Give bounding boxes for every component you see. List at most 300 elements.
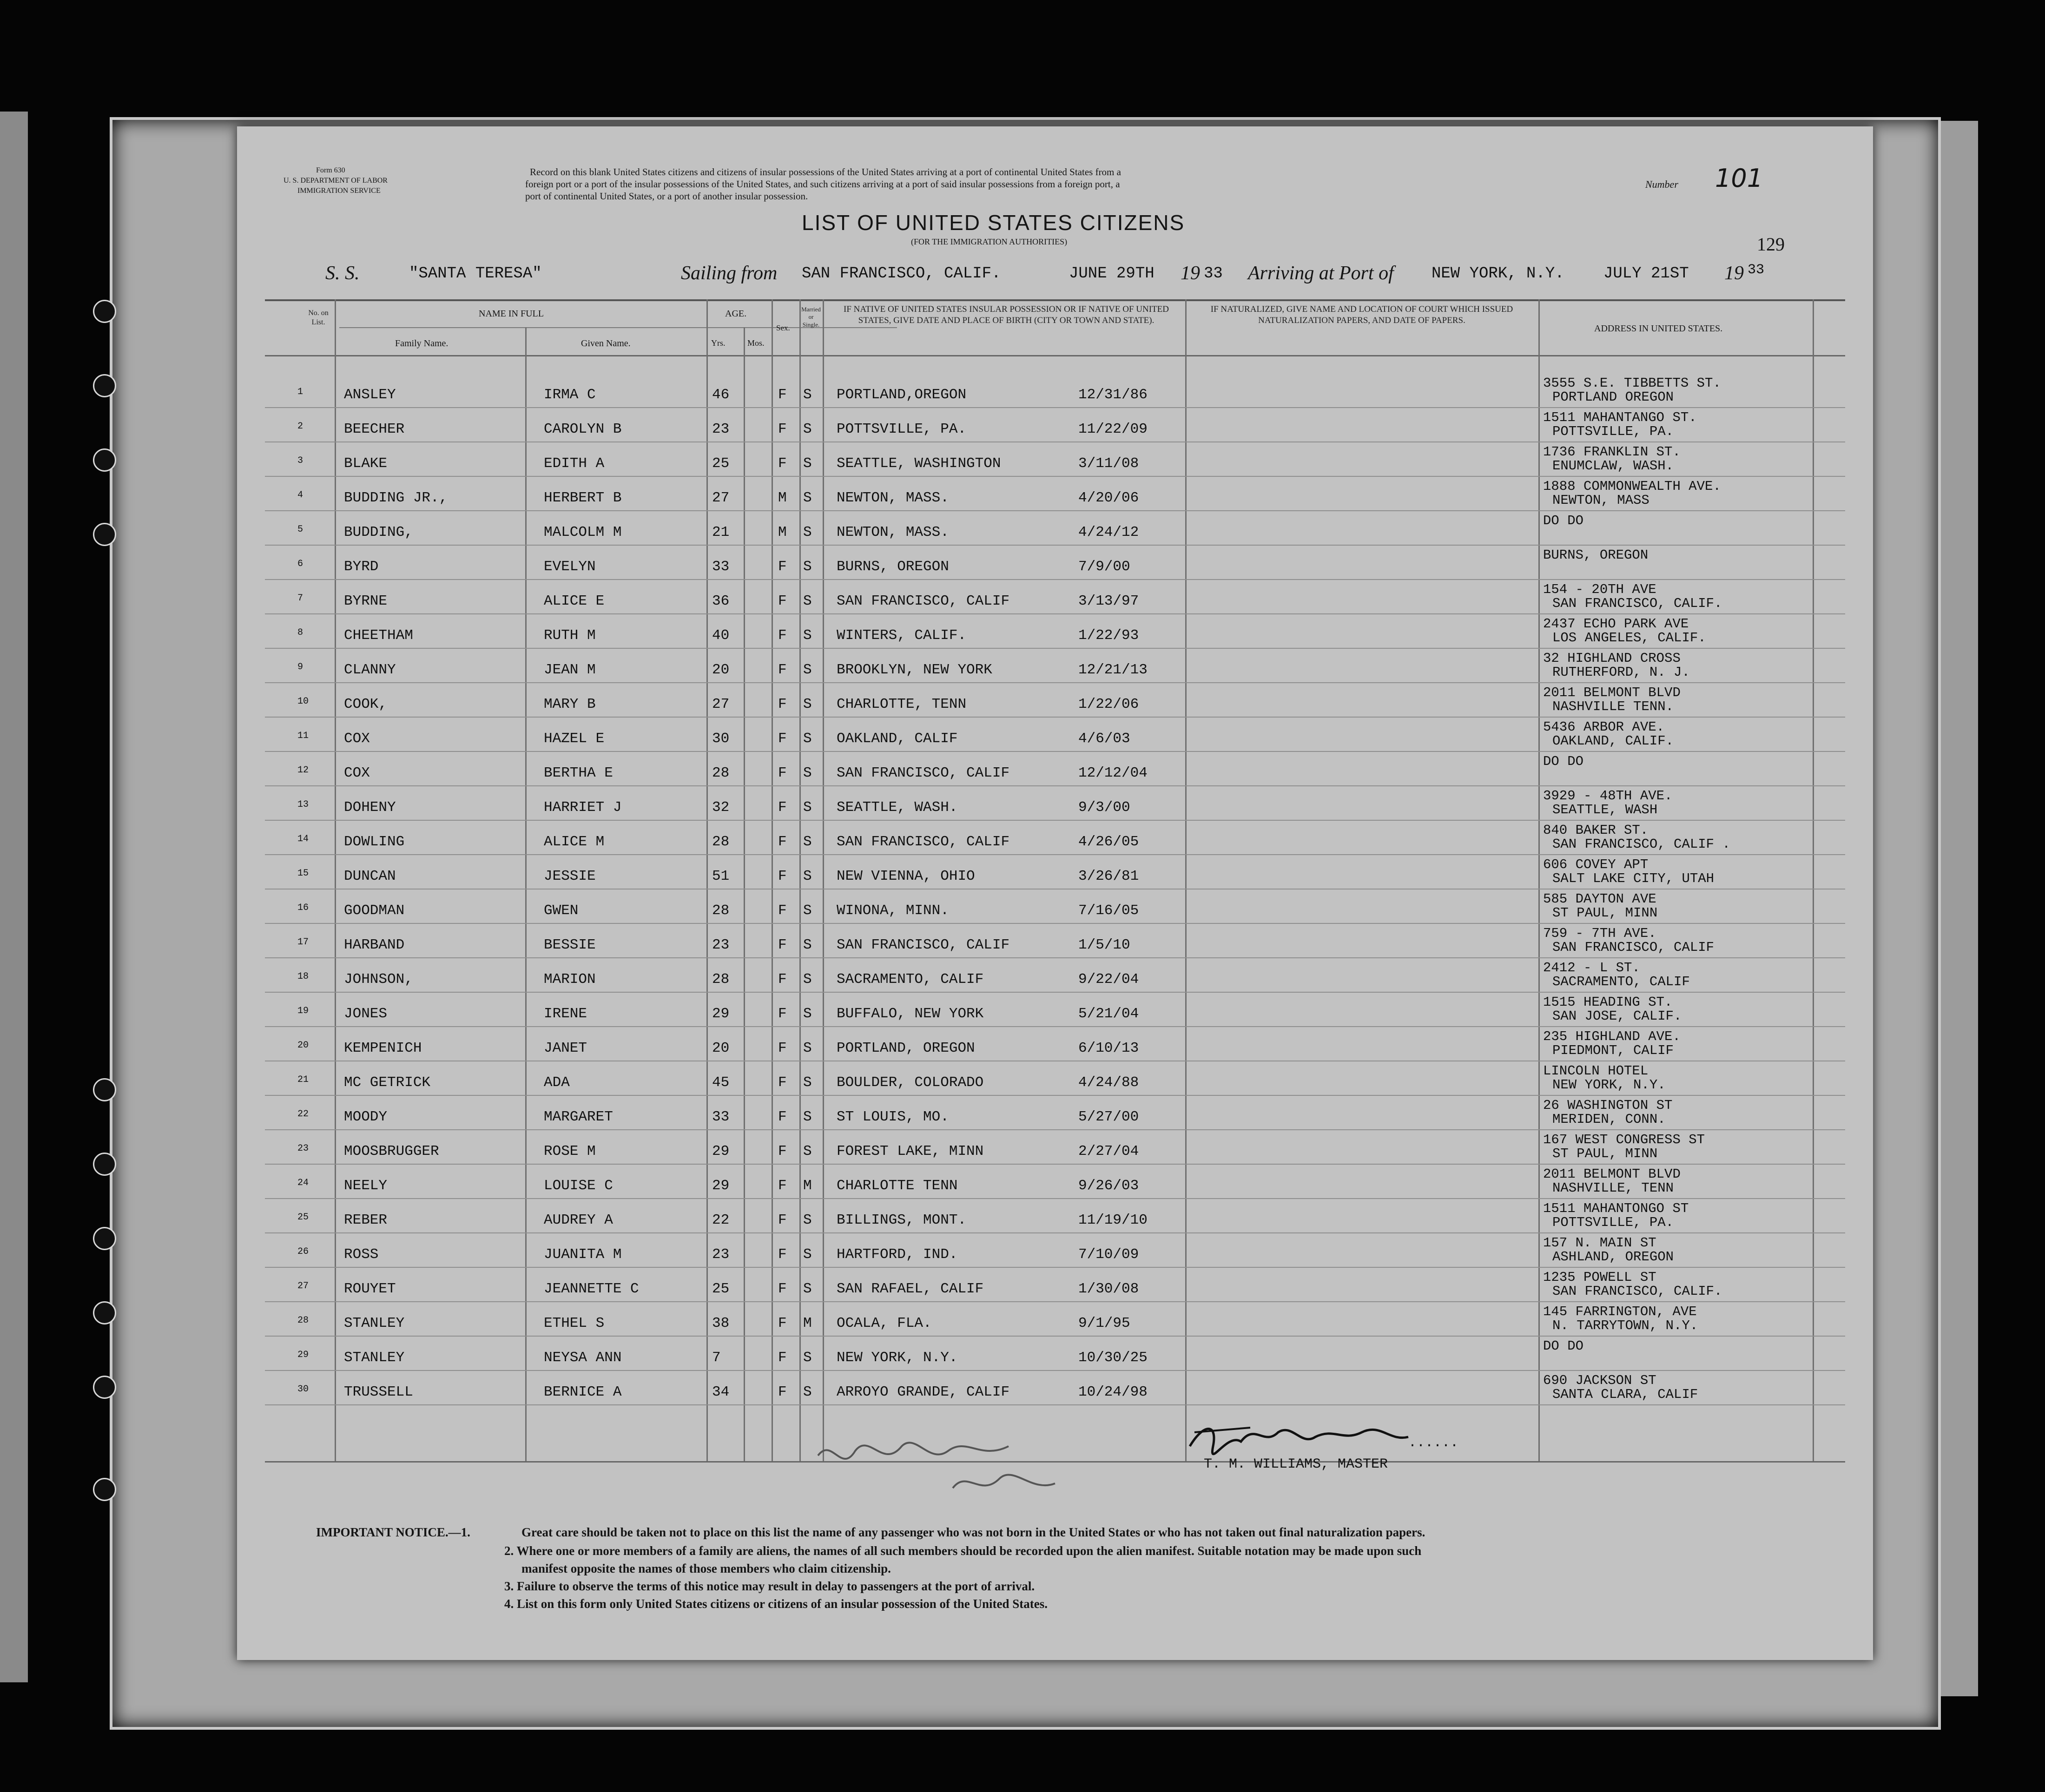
row-number: 17 — [297, 937, 309, 948]
birth-date: 2/27/04 — [1078, 1143, 1139, 1160]
given-name: NEYSA ANN — [544, 1350, 622, 1366]
sex: F — [778, 559, 787, 575]
birth-place: HARTFORD, IND. — [837, 1246, 958, 1263]
col-divider — [799, 299, 801, 1461]
address-line-1: 606 COVEY APT — [1543, 857, 1649, 872]
given-name: GWEN — [544, 903, 579, 919]
notice-heading: IMPORTANT NOTICE.—1. — [316, 1525, 470, 1539]
row-rule — [265, 820, 1845, 821]
row-number: 20 — [297, 1040, 309, 1051]
sex: F — [778, 696, 787, 712]
sailing-year-prefix: 19 — [1181, 263, 1200, 284]
given-name: LOUISE C — [544, 1178, 613, 1194]
address-line-1: 1235 POWELL ST — [1543, 1270, 1656, 1285]
col-header-married: Married or Single. — [801, 306, 821, 328]
family-name: STANLEY — [344, 1350, 405, 1366]
given-name: MARION — [544, 971, 596, 988]
age-years: 36 — [712, 593, 730, 609]
address-line-1: 3929 - 48TH AVE. — [1543, 788, 1673, 804]
sex: F — [778, 1143, 787, 1160]
family-name: BEECHER — [344, 421, 405, 437]
family-name: HARBAND — [344, 937, 405, 953]
family-name: MOODY — [344, 1109, 388, 1125]
birth-date: 4/6/03 — [1078, 731, 1130, 747]
handwritten-notation — [813, 1418, 1074, 1511]
family-name: CLANNY — [344, 662, 396, 678]
sex: F — [778, 1074, 787, 1091]
address-line-2: POTTSVILLE, PA. — [1552, 1215, 1674, 1230]
address-line-2: NASHVILLE TENN. — [1552, 699, 1674, 714]
family-name: MOOSBRUGGER — [344, 1143, 439, 1160]
birth-place: PORTLAND,OREGON — [837, 387, 967, 403]
family-name: CHEETHAM — [344, 627, 413, 644]
row-number: 5 — [297, 524, 303, 535]
sex: F — [778, 834, 787, 850]
birth-place: OCALA, FLA. — [837, 1315, 932, 1331]
marital-status: S — [803, 1350, 812, 1366]
punch-hole — [93, 1227, 116, 1250]
address-line-1: 840 BAKER ST. — [1543, 823, 1649, 838]
marital-status: S — [803, 1040, 812, 1056]
age-years: 46 — [712, 387, 730, 403]
sex: M — [778, 524, 787, 540]
marital-status: S — [803, 490, 812, 506]
birth-place: CHARLOTTE TENN — [837, 1178, 958, 1194]
svg-text:......: ...... — [1408, 1435, 1459, 1451]
address-line-1: 1736 FRANKLIN ST. — [1543, 444, 1681, 460]
address-line-1: 585 DAYTON AVE — [1543, 891, 1656, 907]
sex: F — [778, 937, 787, 953]
row-number: 4 — [297, 490, 303, 501]
row-rule — [265, 717, 1845, 718]
birth-date: 4/24/12 — [1078, 524, 1139, 540]
age-years: 45 — [712, 1074, 730, 1091]
row-number: 10 — [297, 696, 309, 707]
row-number: 27 — [297, 1281, 309, 1291]
row-number: 24 — [297, 1178, 309, 1188]
birth-date: 9/3/00 — [1078, 799, 1130, 816]
birth-place: NEW VIENNA, OHIO — [837, 868, 975, 884]
col-divider — [1185, 299, 1187, 1461]
given-name: JUANITA M — [544, 1246, 622, 1263]
family-name: REBER — [344, 1212, 388, 1228]
address-line-2: NEWTON, MASS — [1552, 493, 1649, 508]
notice-item-2b: manifest opposite the names of those members who claim citizenship. — [521, 1561, 891, 1575]
family-name: TRUSSELL — [344, 1384, 413, 1400]
address-line-2: NEW YORK, N.Y. — [1552, 1077, 1666, 1093]
col-divider — [1813, 299, 1814, 1461]
sex: F — [778, 1212, 787, 1228]
family-name: ANSLEY — [344, 387, 396, 403]
address-line-1: DO DO — [1543, 754, 1584, 769]
given-name: MALCOLM M — [544, 524, 622, 540]
birth-place: CHARLOTTE, TENN — [837, 696, 967, 712]
birth-place: SAN FRANCISCO, CALIF — [837, 593, 1010, 609]
family-name: ROUYET — [344, 1281, 396, 1297]
sex: F — [778, 455, 787, 472]
marital-status: S — [803, 799, 812, 816]
sex: F — [778, 1040, 787, 1056]
address-line-2: ST PAUL, MINN — [1552, 1146, 1658, 1161]
birth-date: 1/5/10 — [1078, 937, 1130, 953]
birth-place: ARROYO GRANDE, CALIF — [837, 1384, 1010, 1400]
row-rule — [265, 682, 1845, 683]
row-rule — [265, 785, 1845, 786]
given-name: IRENE — [544, 1006, 587, 1022]
address-line-2: SAN FRANCISCO, CALIF. — [1552, 1284, 1722, 1299]
given-name: ALICE E — [544, 593, 605, 609]
sex: F — [778, 731, 787, 747]
age-years: 51 — [712, 868, 730, 884]
row-rule — [265, 1404, 1845, 1405]
birth-place: SAN RAFAEL, CALIF — [837, 1281, 984, 1297]
marital-status: S — [803, 937, 812, 953]
birth-place: WINONA, MINN. — [837, 903, 949, 919]
address-line-1: 26 WASHINGTON ST — [1543, 1098, 1673, 1113]
row-rule — [265, 648, 1845, 649]
birth-place: FOREST LAKE, MINN — [837, 1143, 984, 1160]
marital-status: M — [803, 1178, 812, 1194]
age-years: 25 — [712, 1281, 730, 1297]
birth-date: 12/21/13 — [1078, 662, 1148, 678]
notice-item-2a: 2. Where one or more members of a family are aliens, the names of all such members should be recorded upon the alien manifest. Suitable notation may be made upon such — [504, 1544, 1422, 1558]
row-number: 9 — [297, 662, 303, 672]
sex: F — [778, 903, 787, 919]
birth-date: 4/20/06 — [1078, 490, 1139, 506]
age-years: 30 — [712, 731, 730, 747]
punch-hole — [93, 300, 116, 323]
address-line-2: SANTA CLARA, CALIF — [1552, 1387, 1698, 1402]
row-rule — [265, 476, 1845, 477]
birth-date: 1/30/08 — [1078, 1281, 1139, 1297]
age-years: 29 — [712, 1178, 730, 1194]
given-name: BESSIE — [544, 937, 596, 953]
row-number: 7 — [297, 593, 303, 604]
col-header-name: NAME IN FULL — [479, 309, 544, 319]
address-line-1: 1888 COMMONWEALTH AVE. — [1543, 479, 1721, 494]
sailing-date: JUNE 29TH — [1069, 265, 1154, 283]
row-rule — [265, 1026, 1845, 1027]
birth-date: 9/26/03 — [1078, 1178, 1139, 1194]
address-line-2: MERIDEN, CONN. — [1552, 1112, 1666, 1127]
sex: M — [778, 490, 787, 506]
marital-status: S — [803, 903, 812, 919]
punch-hole — [93, 1301, 116, 1324]
birth-place: SACRAMENTO, CALIF — [837, 971, 984, 988]
table-top-rule — [265, 299, 1845, 301]
age-years: 38 — [712, 1315, 730, 1331]
row-number: 15 — [297, 868, 309, 879]
intro-line-3: port of continental United States, or a port of another insular possession. — [525, 191, 808, 202]
marital-status: S — [803, 834, 812, 850]
row-rule — [265, 957, 1845, 958]
birth-place: BUFFALO, NEW YORK — [837, 1006, 984, 1022]
marital-status: S — [803, 1143, 812, 1160]
row-rule — [265, 854, 1845, 855]
marital-status: S — [803, 1246, 812, 1263]
row-number: 23 — [297, 1143, 309, 1154]
address-line-2: POTTSVILLE, PA. — [1552, 424, 1674, 439]
intro-line-2: foreign port or a port of the insular possessions of the United States, and such citizens arriving at a port of said insular possessions from a foreign port, a — [525, 178, 1120, 190]
age-years: 21 — [712, 524, 730, 540]
marital-status: S — [803, 1281, 812, 1297]
marital-status: S — [803, 1074, 812, 1091]
birth-place: ST LOUIS, MO. — [837, 1109, 949, 1125]
arriving-year-prefix: 19 — [1724, 263, 1744, 284]
col-divider — [823, 299, 824, 1461]
address-line-2: ENUMCLAW, WASH. — [1552, 458, 1674, 474]
row-rule — [265, 510, 1845, 511]
number-label: Number — [1645, 178, 1678, 190]
age-years: 33 — [712, 1109, 730, 1125]
row-number: 25 — [297, 1212, 309, 1223]
address-line-1: 759 - 7TH AVE. — [1543, 926, 1656, 941]
col-header-age: AGE. — [725, 309, 747, 319]
col-divider — [744, 327, 745, 1461]
sailing-year: 33 — [1204, 265, 1223, 283]
row-number: 8 — [297, 627, 303, 638]
marital-status: S — [803, 1384, 812, 1400]
marital-status: S — [803, 1212, 812, 1228]
address-line-2: SALT LAKE CITY, UTAH — [1552, 871, 1715, 886]
sailing-from: SAN FRANCISCO, CALIF. — [802, 265, 1001, 283]
address-line-1: 32 HIGHLAND CROSS — [1543, 651, 1681, 666]
age-years: 20 — [712, 1040, 730, 1056]
given-name: JESSIE — [544, 868, 596, 884]
punch-hole — [93, 523, 116, 546]
birth-date: 12/12/04 — [1078, 765, 1148, 781]
birth-date: 10/30/25 — [1078, 1350, 1148, 1366]
col-divider — [525, 327, 527, 1461]
address-line-1: 2011 BELMONT BLVD — [1543, 1166, 1681, 1182]
punch-hole — [93, 374, 116, 397]
birth-date: 9/22/04 — [1078, 971, 1139, 988]
col-divider — [772, 299, 773, 1461]
marital-status: S — [803, 421, 812, 437]
birth-date: 7/16/05 — [1078, 903, 1139, 919]
age-years: 23 — [712, 421, 730, 437]
address-line-2: SAN JOSE, CALIF. — [1552, 1008, 1682, 1024]
marital-status: S — [803, 455, 812, 472]
marital-status: S — [803, 731, 812, 747]
age-years: 32 — [712, 799, 730, 816]
sex: F — [778, 1246, 787, 1263]
age-years: 7 — [712, 1350, 721, 1366]
birth-date: 11/22/09 — [1078, 421, 1148, 437]
sex: F — [778, 1350, 787, 1366]
address-line-2: SEATTLE, WASH — [1552, 802, 1658, 817]
punch-hole — [93, 1153, 116, 1176]
row-rule — [265, 1370, 1845, 1371]
family-name: JOHNSON, — [344, 971, 413, 988]
sex: F — [778, 799, 787, 816]
age-years: 34 — [712, 1384, 730, 1400]
birth-date: 4/24/88 — [1078, 1074, 1139, 1091]
sex: F — [778, 868, 787, 884]
sex: F — [778, 1178, 787, 1194]
address-line-1: 690 JACKSON ST — [1543, 1373, 1656, 1388]
birth-date: 10/24/98 — [1078, 1384, 1148, 1400]
row-rule — [265, 1267, 1845, 1268]
marital-status: S — [803, 387, 812, 403]
birth-place: BROOKLYN, NEW YORK — [837, 662, 992, 678]
given-name: ROSE M — [544, 1143, 596, 1160]
birth-place: BILLINGS, MONT. — [837, 1212, 967, 1228]
family-name: COX — [344, 765, 370, 781]
given-name: ETHEL S — [544, 1315, 605, 1331]
row-rule — [265, 1336, 1845, 1337]
row-number: 1 — [297, 387, 303, 397]
sex: F — [778, 627, 787, 644]
department-name: U. S. DEPARTMENT OF LABOR — [284, 177, 388, 184]
birth-date: 6/10/13 — [1078, 1040, 1139, 1056]
row-rule — [265, 751, 1845, 752]
address-line-2: SAN FRANCISCO, CALIF . — [1552, 837, 1730, 852]
col-header-naturalized: IF NATURALIZED, GIVE NAME AND LOCATION OF COURT WHICH ISSUED NATURALIZATION PAPERS, AND DATE OF PAPERS. — [1210, 304, 1513, 325]
given-name: BERNICE A — [544, 1384, 622, 1400]
row-rule — [265, 441, 1845, 442]
age-years: 25 — [712, 455, 730, 472]
sex: F — [778, 1315, 787, 1331]
family-name: COOK, — [344, 696, 388, 712]
address-line-1: 157 N. MAIN ST — [1543, 1235, 1656, 1251]
marital-status: S — [803, 627, 812, 644]
sex: F — [778, 593, 787, 609]
punch-hole — [93, 1478, 116, 1501]
birth-place: SEATTLE, WASHINGTON — [837, 455, 1001, 472]
row-rule — [265, 407, 1845, 408]
marital-status: S — [803, 1006, 812, 1022]
address-line-2: PIEDMONT, CALIF — [1552, 1043, 1674, 1058]
given-name: HARRIET J — [544, 799, 622, 816]
given-name: JANET — [544, 1040, 587, 1056]
given-name: AUDREY A — [544, 1212, 613, 1228]
address-line-2: ST PAUL, MINN — [1552, 905, 1658, 921]
sex: F — [778, 387, 787, 403]
address-line-2: LOS ANGELES, CALIF. — [1552, 630, 1706, 646]
col-header-birth: IF NATIVE OF UNITED STATES INSULAR POSSESSION OR IF NATIVE OF UNITED STATES, GIVE DATE AND PLACE OF BIRTH (CITY OR TOWN AND STATE). — [844, 304, 1169, 325]
age-years: 28 — [712, 765, 730, 781]
birth-date: 1/22/93 — [1078, 627, 1139, 644]
col-divider — [1538, 299, 1540, 1461]
birth-place: SAN FRANCISCO, CALIF — [837, 937, 1010, 953]
family-name: COX — [344, 731, 370, 747]
given-name: MARY B — [544, 696, 596, 712]
birth-date: 5/21/04 — [1078, 1006, 1139, 1022]
sex: F — [778, 1281, 787, 1297]
col-header-yrs: Yrs. — [711, 338, 726, 348]
sex: F — [778, 421, 787, 437]
arriving-year: 33 — [1748, 262, 1765, 278]
age-years: 28 — [712, 903, 730, 919]
row-number: 22 — [297, 1109, 309, 1120]
family-name: STANLEY — [344, 1315, 405, 1331]
birth-date: 9/1/95 — [1078, 1315, 1130, 1331]
given-name: HAZEL E — [544, 731, 605, 747]
given-name: JEAN M — [544, 662, 596, 678]
service-name: IMMIGRATION SERVICE — [297, 187, 381, 195]
marital-status: S — [803, 524, 812, 540]
address-line-1: 1511 MAHANTONGO ST — [1543, 1201, 1689, 1216]
row-rule — [265, 1164, 1845, 1165]
address-line-1: 235 HIGHLAND AVE. — [1543, 1029, 1681, 1044]
family-name: DOHENY — [344, 799, 396, 816]
row-rule — [265, 579, 1845, 580]
sailing-label: Sailing from — [681, 263, 778, 284]
given-name: CAROLYN B — [544, 421, 622, 437]
form-title: LIST OF UNITED STATES CITIZENS — [802, 211, 1185, 235]
given-name: EDITH A — [544, 455, 605, 472]
row-number: 30 — [297, 1384, 309, 1395]
birth-place: SEATTLE, WASH. — [837, 799, 958, 816]
family-name: MC GETRICK — [344, 1074, 431, 1091]
notice-item-3: 3. Failure to observe the terms of this notice may result in delay to passengers at the port of arrival. — [504, 1579, 1035, 1593]
birth-date: 1/22/06 — [1078, 696, 1139, 712]
ship-label: S. S. — [325, 263, 360, 284]
birth-place: OAKLAND, CALIF — [837, 731, 958, 747]
age-years: 23 — [712, 937, 730, 953]
master-name: T. M. WILLIAMS, MASTER — [1204, 1456, 1388, 1472]
age-years: 40 — [712, 627, 730, 644]
family-name: BYRD — [344, 559, 379, 575]
age-years: 29 — [712, 1006, 730, 1022]
arriving-label: Arriving at Port of — [1248, 263, 1394, 284]
sex: F — [778, 1109, 787, 1125]
family-name: BLAKE — [344, 455, 388, 472]
sex: F — [778, 1384, 787, 1400]
marital-status: S — [803, 593, 812, 609]
address-line-2: SAN FRANCISCO, CALIF. — [1552, 596, 1722, 611]
address-line-1: 5436 ARBOR AVE. — [1543, 719, 1665, 735]
age-years: 27 — [712, 696, 730, 712]
ship-name: "SANTA TERESA" — [409, 265, 542, 283]
address-line-2: NASHVILLE, TENN — [1552, 1180, 1674, 1196]
page-number: 129 — [1757, 234, 1785, 255]
address-line-2: RUTHERFORD, N. J. — [1552, 665, 1690, 680]
address-line-1: 145 FARRINGTON, AVE — [1543, 1304, 1697, 1319]
sex: F — [778, 971, 787, 988]
row-number: 28 — [297, 1315, 309, 1326]
sex: F — [778, 662, 787, 678]
address-line-1: LINCOLN HOTEL — [1543, 1063, 1649, 1079]
marital-status: S — [803, 868, 812, 884]
birth-place: BURNS, OREGON — [837, 559, 949, 575]
family-name: NEELY — [344, 1178, 388, 1194]
number-value: 101 — [1715, 164, 1763, 193]
citizen-list-form — [237, 126, 1873, 1660]
col-header-mos: Mos. — [747, 338, 765, 348]
address-line-1: 167 WEST CONGRESS ST — [1543, 1132, 1705, 1147]
arriving-port: NEW YORK, N.Y. — [1432, 265, 1564, 283]
punch-hole — [93, 448, 116, 472]
address-line-2: PORTLAND OREGON — [1552, 389, 1674, 405]
birth-place: POTTSVILLE, PA. — [837, 421, 967, 437]
row-rule — [265, 545, 1845, 546]
row-number: 14 — [297, 834, 309, 844]
given-name: MARGARET — [544, 1109, 613, 1125]
row-number: 26 — [297, 1246, 309, 1257]
address-line-1: BURNS, OREGON — [1543, 547, 1649, 563]
col-header-address: ADDRESS IN UNITED STATES. — [1594, 323, 1723, 334]
col-header-family: Family Name. — [395, 338, 449, 349]
row-rule — [265, 1095, 1845, 1096]
row-number: 12 — [297, 765, 309, 776]
age-years: 22 — [712, 1212, 730, 1228]
col-divider — [706, 299, 708, 1461]
age-years: 33 — [712, 559, 730, 575]
family-name: BUDDING, — [344, 524, 413, 540]
row-number: 13 — [297, 799, 309, 810]
